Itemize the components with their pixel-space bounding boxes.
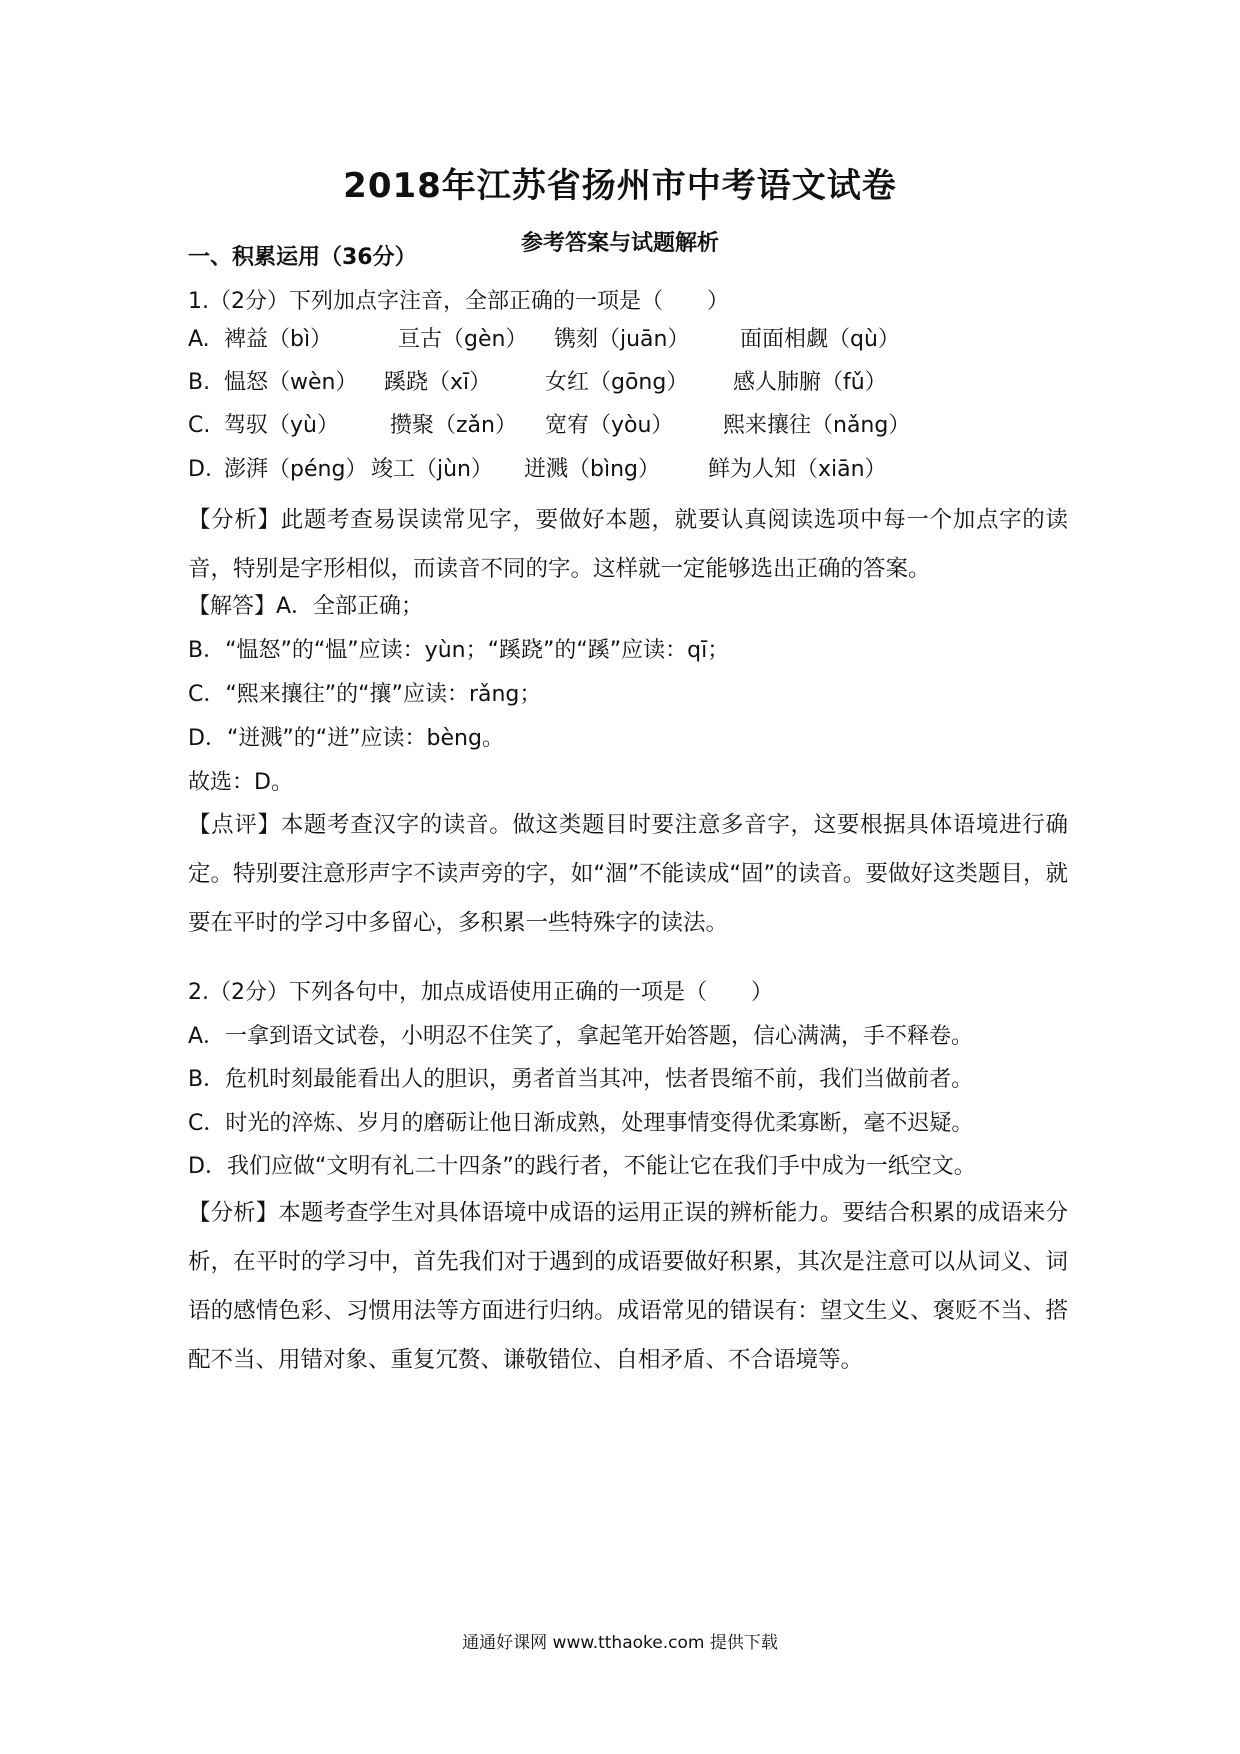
option-word: 亘古（gèn） bbox=[398, 327, 528, 352]
option-word: 愠怒（wèn） bbox=[224, 370, 358, 395]
page-title: 2018年江苏省扬州市中考语文试卷 bbox=[343, 166, 897, 206]
q1-comment bbox=[188, 801, 1068, 948]
option-word: 裨益（bì） bbox=[224, 327, 333, 352]
comment-text: 本题考查汉字的读音。做这类题目时要注意多音字，这要根据具体语境进行确定。特别要注意形声字不读声旁的字，如“涸”不能读成“固”的读音。要做好这类题目，就要在平时的学习中多留心，多积累一些特殊字的读法。 bbox=[188, 812, 1068, 936]
option-word: 宽宥（yòu） bbox=[545, 413, 674, 438]
option-word: 蹊跷（xī） bbox=[384, 370, 492, 395]
option-word: 女红（gōng） bbox=[545, 370, 689, 395]
analysis-text: 此题考查易误读常见字，要做好本题，就要认真阅读选项中每一个加点字的读音，特别是字形相似，而读音不同的字。这样就一定能够选出正确的答案。 bbox=[188, 507, 1068, 582]
option-word: 镌刻（juān） bbox=[554, 327, 690, 352]
q1-answer-b: B．“愠怒”的“愠”应读：yùn；“蹊跷”的“蹊”应读：qī； bbox=[188, 638, 730, 663]
q1-answer: 【解答】A．全部正确； bbox=[188, 594, 424, 619]
option-letter: D. bbox=[188, 457, 212, 482]
option-word: 澎湃（péng） bbox=[224, 457, 368, 482]
option-word: 面面相觑（qù） bbox=[740, 327, 900, 352]
option-letter: C. bbox=[188, 413, 211, 438]
analysis-tag: 【分析】 bbox=[188, 507, 281, 533]
page-footer: 通通好课网 www.tthaoke.com 提供下载 bbox=[462, 1633, 778, 1653]
option-word: 迸溅（bìng） bbox=[524, 457, 660, 482]
option-word: 竣工（jùn） bbox=[371, 457, 493, 482]
q2-analysis bbox=[188, 1189, 1068, 1385]
analysis-text: 本题考查学生对具体语境中成语的运用正误的辨析能力。要结合积累的成语来分析，在平时的学习中，首先我们对于遇到的成语要做好积累，其次是注意可以从词义、词语的感情色彩、习惯用法等方面进行归纳。成语常见的错误有：望文生义、褒贬不当、搭配不当、用错对象、重复冗赘、谦敬错位、自相矛盾、不合语境等。 bbox=[188, 1200, 1068, 1373]
q1-stem: 1.（2分）下列加点字注音，全部正确的一项是（ ） bbox=[188, 289, 729, 314]
q1-answer-c: C．“熙来攘往”的“攘”应读：rǎng； bbox=[188, 682, 542, 707]
q2-option-b: B．危机时刻最能看出人的胆识，勇者首当其冲，怯者畏缩不前，我们当做前者。 bbox=[188, 1067, 974, 1092]
q2-option-c: C．时光的淬炼、岁月的磨砺让他日渐成熟，处理事情变得优柔寡断，毫不迟疑。 bbox=[188, 1111, 974, 1136]
q2-stem: 2.（2分）下列各句中，加点成语使用正确的一项是（ ） bbox=[188, 980, 773, 1005]
option-letter: B. bbox=[188, 370, 211, 395]
option-letter: A. bbox=[188, 327, 210, 352]
q1-choice: 故选：D。 bbox=[188, 770, 293, 795]
option-word: 鲜为人知（xiān） bbox=[708, 457, 887, 482]
q1-answer-d: D．“迸溅”的“迸”应读：bèng。 bbox=[188, 726, 504, 751]
section-heading: 一、积累运用（36分） bbox=[188, 245, 417, 270]
option-word: 攒聚（zǎn） bbox=[390, 413, 517, 438]
page-subtitle: 参考答案与试题解析 bbox=[520, 231, 719, 256]
option-word: 驾驭（yù） bbox=[224, 413, 339, 438]
option-word: 感人肺腑（fǔ） bbox=[733, 370, 887, 395]
q2-option-a: A．一拿到语文试卷，小明忍不住笑了，拿起笔开始答题，信心满满，手不释卷。 bbox=[188, 1024, 974, 1049]
q2-option-d: D．我们应做“文明有礼二十四条”的践行者，不能让它在我们手中成为一纸空文。 bbox=[188, 1154, 976, 1179]
option-word: 熙来攘往（nǎng） bbox=[723, 413, 911, 438]
comment-tag: 【点评】 bbox=[188, 812, 281, 838]
analysis-tag: 【分析】 bbox=[188, 1200, 279, 1226]
q1-analysis bbox=[188, 496, 1068, 594]
